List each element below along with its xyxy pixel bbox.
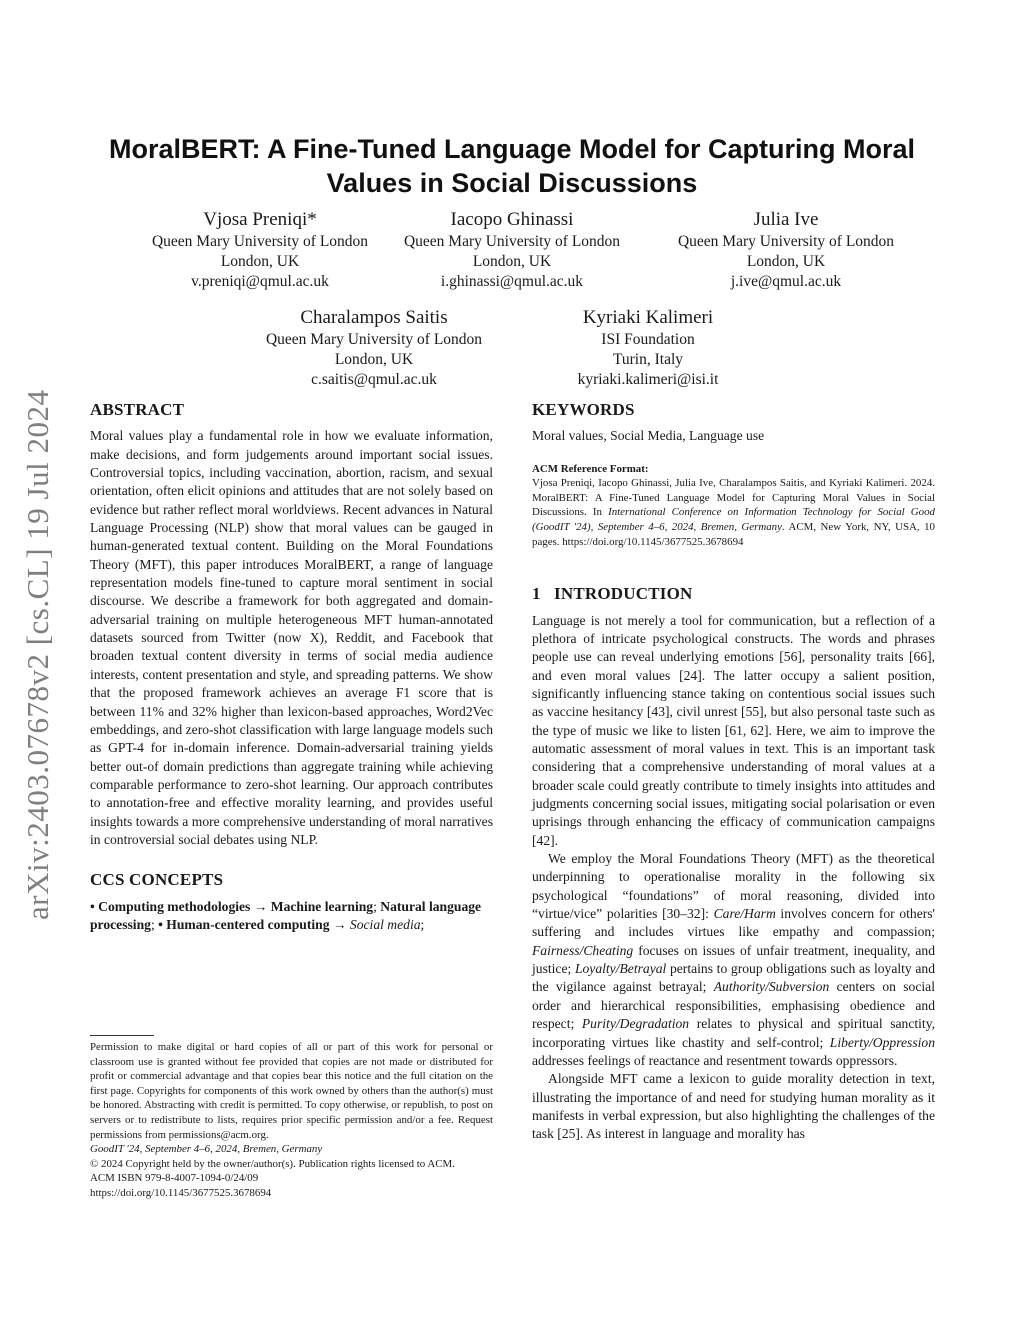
isbn-line: ACM ISBN 979-8-4007-1094-0/24/09 [90, 1172, 259, 1185]
right-column [532, 401, 935, 1144]
author-affiliation: Queen Mary University of London [403, 233, 621, 250]
author-name: Vjosa Preniqi* [203, 209, 317, 230]
author-location: Turin, Italy [612, 351, 684, 368]
venue-line: GoodIT '24, September 4–6, 2024, Bremen, Germany [90, 1143, 323, 1156]
author-block [352, 208, 672, 292]
author-affiliation: ISI Foundation [601, 331, 695, 348]
intro-paragraph: Language is not merely a tool for communication, but a reflection of a plethora of intricate psychological constructs. The words and phrases people use can reveal underlying emotions [56], personality traits [66], and even moral values [24]. The latter occupy a salient position, significantly influencing stance taking on contentious social issues such as vaccine hesitancy [43], civil unrest [55], but also personal taste such as the type of music we like to listen [61, 62]. Here, we aim to improve the automatic assessment of moral values in text. This is an important task considering that a comprehensive understanding of moral values at a broader scale could greatly contribute to timely insights into attitudes and judgments concerning social issues, mitigating social polarisation or even uprisings through enhancing the efficacy of communication campaigns [42]. [532, 612, 935, 848]
doi-line: https://doi.org/10.1145/3677525.3678694 [90, 1186, 272, 1199]
permission-block [90, 1040, 493, 1201]
acm-reference [532, 462, 935, 550]
author-name: Iacopo Ghinassi [450, 209, 574, 230]
author-email: kyriaki.kalimeri@isi.it [577, 371, 719, 388]
author-email: c.saitis@qmul.ac.uk [311, 371, 437, 388]
paper-title: MoralBERT: A Fine-Tuned Language Model for Capturing Moral Values in Social Discussions [109, 134, 915, 198]
author-location: London, UK [334, 351, 414, 368]
author-location: London, UK [472, 253, 552, 270]
author-block [626, 208, 946, 292]
intro-heading: 1 INTRODUCTION [532, 584, 693, 604]
abstract-heading: ABSTRACT [90, 400, 185, 419]
author-location: London, UK [220, 253, 300, 270]
author-name: Julia Ive [753, 209, 819, 230]
author-block [488, 306, 808, 390]
abstract-text: Moral values play a fundamental role in how we evaluate information, make decisions, and form judgements around important social issues. Controversial topics, including vaccination, abortion, racism, and sexual orientation, often elicit opinions and attitudes that are not solely based on evidence but rather reflect moral worldviews. Recent advances in Natural Language Processing (NLP) show that moral values can be gauged in human-generated textual content. Building on the Moral Foundations Theory (MFT), this paper introduces MoralBERT, a range of language representation models fine-tuned to capture moral sentiment in social discourse. We describe a framework for both aggregated and domain-adversarial training on multiple heterogeneous MFT human-annotated datasets sourced from Twitter (now X), Reddit, and Facebook that broaden textual content diversity in terms of social media audience interests, content presentation and style, and spreading patterns. We show that the proposed framework achieves an average F1 score that is between 11% and 32% higher than lexicon-based approaches, Word2Vec embeddings, and zero-shot classification with large language models such as GPT-4 for in-domain inference. Domain-adversarial training yields better out-of domain predictions than aggregate training while achieving comparable performance to zero-shot learning. Our approach contributes to annotation-free and effective morality learning, and provides useful insights towards a more comprehensive understanding of moral narratives in controversial social debates using NLP. [90, 428, 493, 847]
author-affiliation: Queen Mary University of London [265, 331, 483, 348]
arxiv-stamp: arXiv:2403.07678v2 [cs.CL] 19 Jul 2024 [20, 389, 55, 920]
author-email: i.ghinassi@qmul.ac.uk [440, 273, 584, 290]
intro-paragraph: Alongside MFT came a lexicon to guide morality detection in text, illustrating the importance of and need for studying human morality as it manifests in verbal expression, but also highlighting the challenges of the task [25]. As interest in language and morality has [532, 1071, 935, 1142]
author-email: v.preniqi@qmul.ac.uk [191, 273, 329, 290]
permission-text: Permission to make digital or hard copies of all or part of this work for personal or classroom use is granted without fee provided that copies are not made or distributed for profit or commercial advantage and that copies bear this notice and the full citation on the first page. Copyrights for components of this work owned by others than the author(s) must be honored. Abstracting with credit is permitted. To copy otherwise, or republish, to post on servers or to redistribute to lists, requires prior specific permission and/or a fee. Request permissions from permissions@acm.org. [90, 1041, 493, 1141]
author-name: Charalampos Saitis [300, 307, 448, 328]
author-affiliation: Queen Mary University of London [151, 233, 369, 250]
author-location: London, UK [746, 253, 826, 270]
acm-ref-text: Vjosa Preniqi, Iacopo Ghinassi, Julia Ive, Charalampos Saitis, and Kyriaki Kalimeri. 2024. MoralBERT: A Fine-Tuned Language Model for Capturing Moral Values in Social Discussions. In International Conference on Information Technology for Social Good (GoodIT '24), September 4–6, 2024, Bremen, Germany. ACM, New York, NY, USA, 10 pages. https://doi.org/10.1145/3677525.3678694 [532, 477, 935, 548]
keywords-text: Moral values, Social Media, Language use [532, 428, 765, 444]
copyright-line: © 2024 Copyright held by the owner/author(s). Publication rights licensed to ACM. [90, 1157, 455, 1170]
ccs-concepts: • Computing methodologies → Machine learning; Natural language processing; • Human-centered computing → Social media; [90, 898, 482, 932]
author-affiliation: Queen Mary University of London [677, 233, 895, 250]
keywords-heading: KEYWORDS [532, 400, 635, 419]
intro-paragraph: We employ the Moral Foundations Theory (MFT) as the theoretical underpinning to operationalise morality in the following six psychological “foundations” of moral reasoning, divided into “virtue/vice” polarities [30–32]: Care/Harm involves concern for others' suffering and includes virtues like empathy and compassion; Fairness/Cheating focuses on issues of unfair treatment, inequality, and justice; Loyalty/Betrayal pertains to group obligations such as loyalty and the vigilance against betrayal; Authority/Subversion centers on social order and hierarchical responsibilities, emphasising obedience and respect; Purity/Degradation relates to physical and spiritual sanctity, incorporating virtues like chastity and self-control; Liberty/Oppression addresses feelings of reactance and resentment towards oppressors. [532, 851, 936, 1068]
author-block [214, 306, 534, 390]
author-email: j.ive@qmul.ac.uk [730, 273, 842, 290]
author-name: Kyriaki Kalimeri [582, 307, 714, 328]
acm-ref-heading: ACM Reference Format: [532, 462, 649, 475]
ccs-heading: CCS CONCEPTS [90, 870, 224, 890]
left-column [90, 401, 493, 934]
footnote-rule [90, 1035, 154, 1036]
